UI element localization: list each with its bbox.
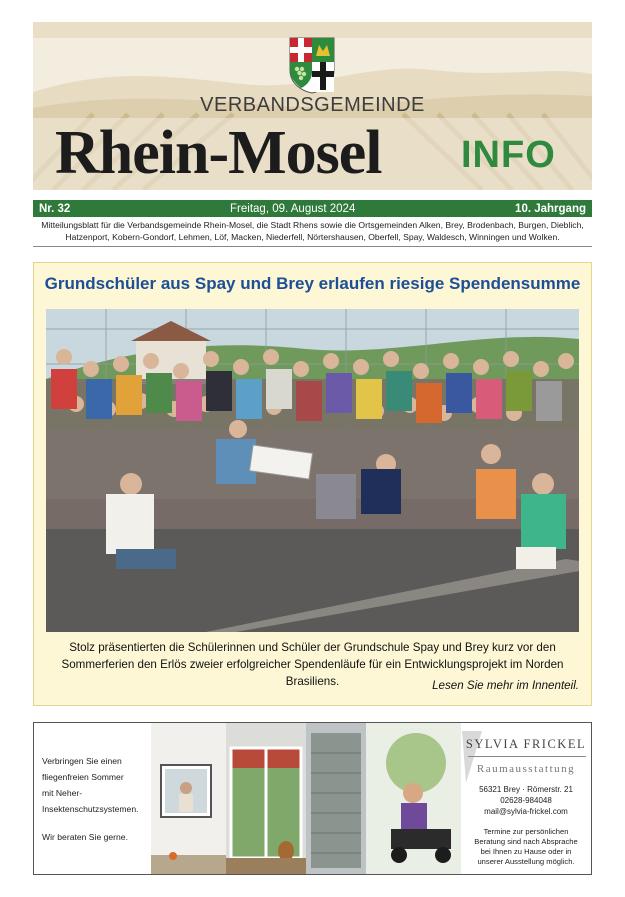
- divider: [33, 246, 592, 247]
- lead-headline: Grundschüler aus Spay und Brey erlaufen riesige Spendensumme: [44, 274, 581, 293]
- insect-screen-photos: [151, 723, 461, 874]
- ad-closing: Wir beraten Sie gerne.: [42, 832, 128, 842]
- note-line: unserer Ausstellung möglich.: [477, 857, 575, 866]
- note-line: Termine zur persönlichen: [483, 827, 569, 836]
- coat-of-arms-icon: [288, 36, 336, 94]
- note-line: bei Ihnen zu Hause oder in: [480, 847, 572, 856]
- lead-story: [33, 262, 592, 706]
- advertisement[interactable]: [33, 722, 592, 875]
- brand-divider: [468, 756, 586, 757]
- address-street: 56321 Brey · Römerstr. 21: [479, 785, 573, 794]
- ad-brand-block: [460, 723, 592, 874]
- ad-line: mit Neher-: [42, 788, 83, 798]
- ad-line: Verbringen Sie einen: [42, 756, 122, 766]
- read-more-link[interactable]: Lesen Sie mehr im Innenteil.: [432, 679, 579, 692]
- address-phone: 02628-984048: [500, 796, 552, 805]
- issue-number: Nr. 32: [39, 202, 71, 215]
- masthead-title: Rhein-Mosel: [55, 119, 382, 187]
- issue-volume: 10. Jahrgang: [515, 202, 586, 215]
- brand-subtitle: Raumausstattung: [476, 763, 576, 775]
- ad-line: Insektenschutzsystemen.: [42, 804, 139, 814]
- brand-name: SYLVIA FRICKEL: [465, 737, 587, 751]
- ad-copy: [42, 753, 152, 845]
- note-line: Beratung sind nach Absprache: [474, 837, 578, 846]
- group-photo-image: [46, 309, 579, 632]
- brand-note: [460, 827, 592, 867]
- issue-bar: [33, 200, 592, 217]
- masthead-title-accent: INFO: [461, 134, 556, 176]
- lead-photo: [46, 309, 579, 632]
- masthead: [33, 22, 592, 190]
- ad-line: fliegenfreien Sommer: [42, 772, 124, 782]
- publication-subtitle: Mitteilungsblatt für die Verbandsgemeinde Rhein-Mosel, die Stadt Rhens sowie die Ortsgemeinden Alken, Brey, Brodenbach, Burgen, Dieblich, Hatzenport, Kobern-Gondorf, Lehmen, Löf, Macken, Niederfell, Nörtershausen, Oberfell, Spay, Waldesch, Winningen und Wolken.: [41, 220, 584, 242]
- masthead-kicker: VERBANDSGEMEINDE: [200, 94, 425, 116]
- issue-date: Freitag, 09. August 2024: [230, 202, 356, 215]
- address-email: mail@sylvia-frickel.com: [484, 807, 568, 816]
- lead-caption: Stolz präsentierten die Schülerinnen und Schüler der Grundschule Spay und Brey kurz vor den Sommerferien den Erlös zweier erfolgreicher Spendenläufe für ein Entwicklungsprojekt im Norden Brasiliens.: [61, 641, 564, 688]
- ad-photo-collage: [151, 723, 461, 874]
- brand-address: [460, 784, 592, 817]
